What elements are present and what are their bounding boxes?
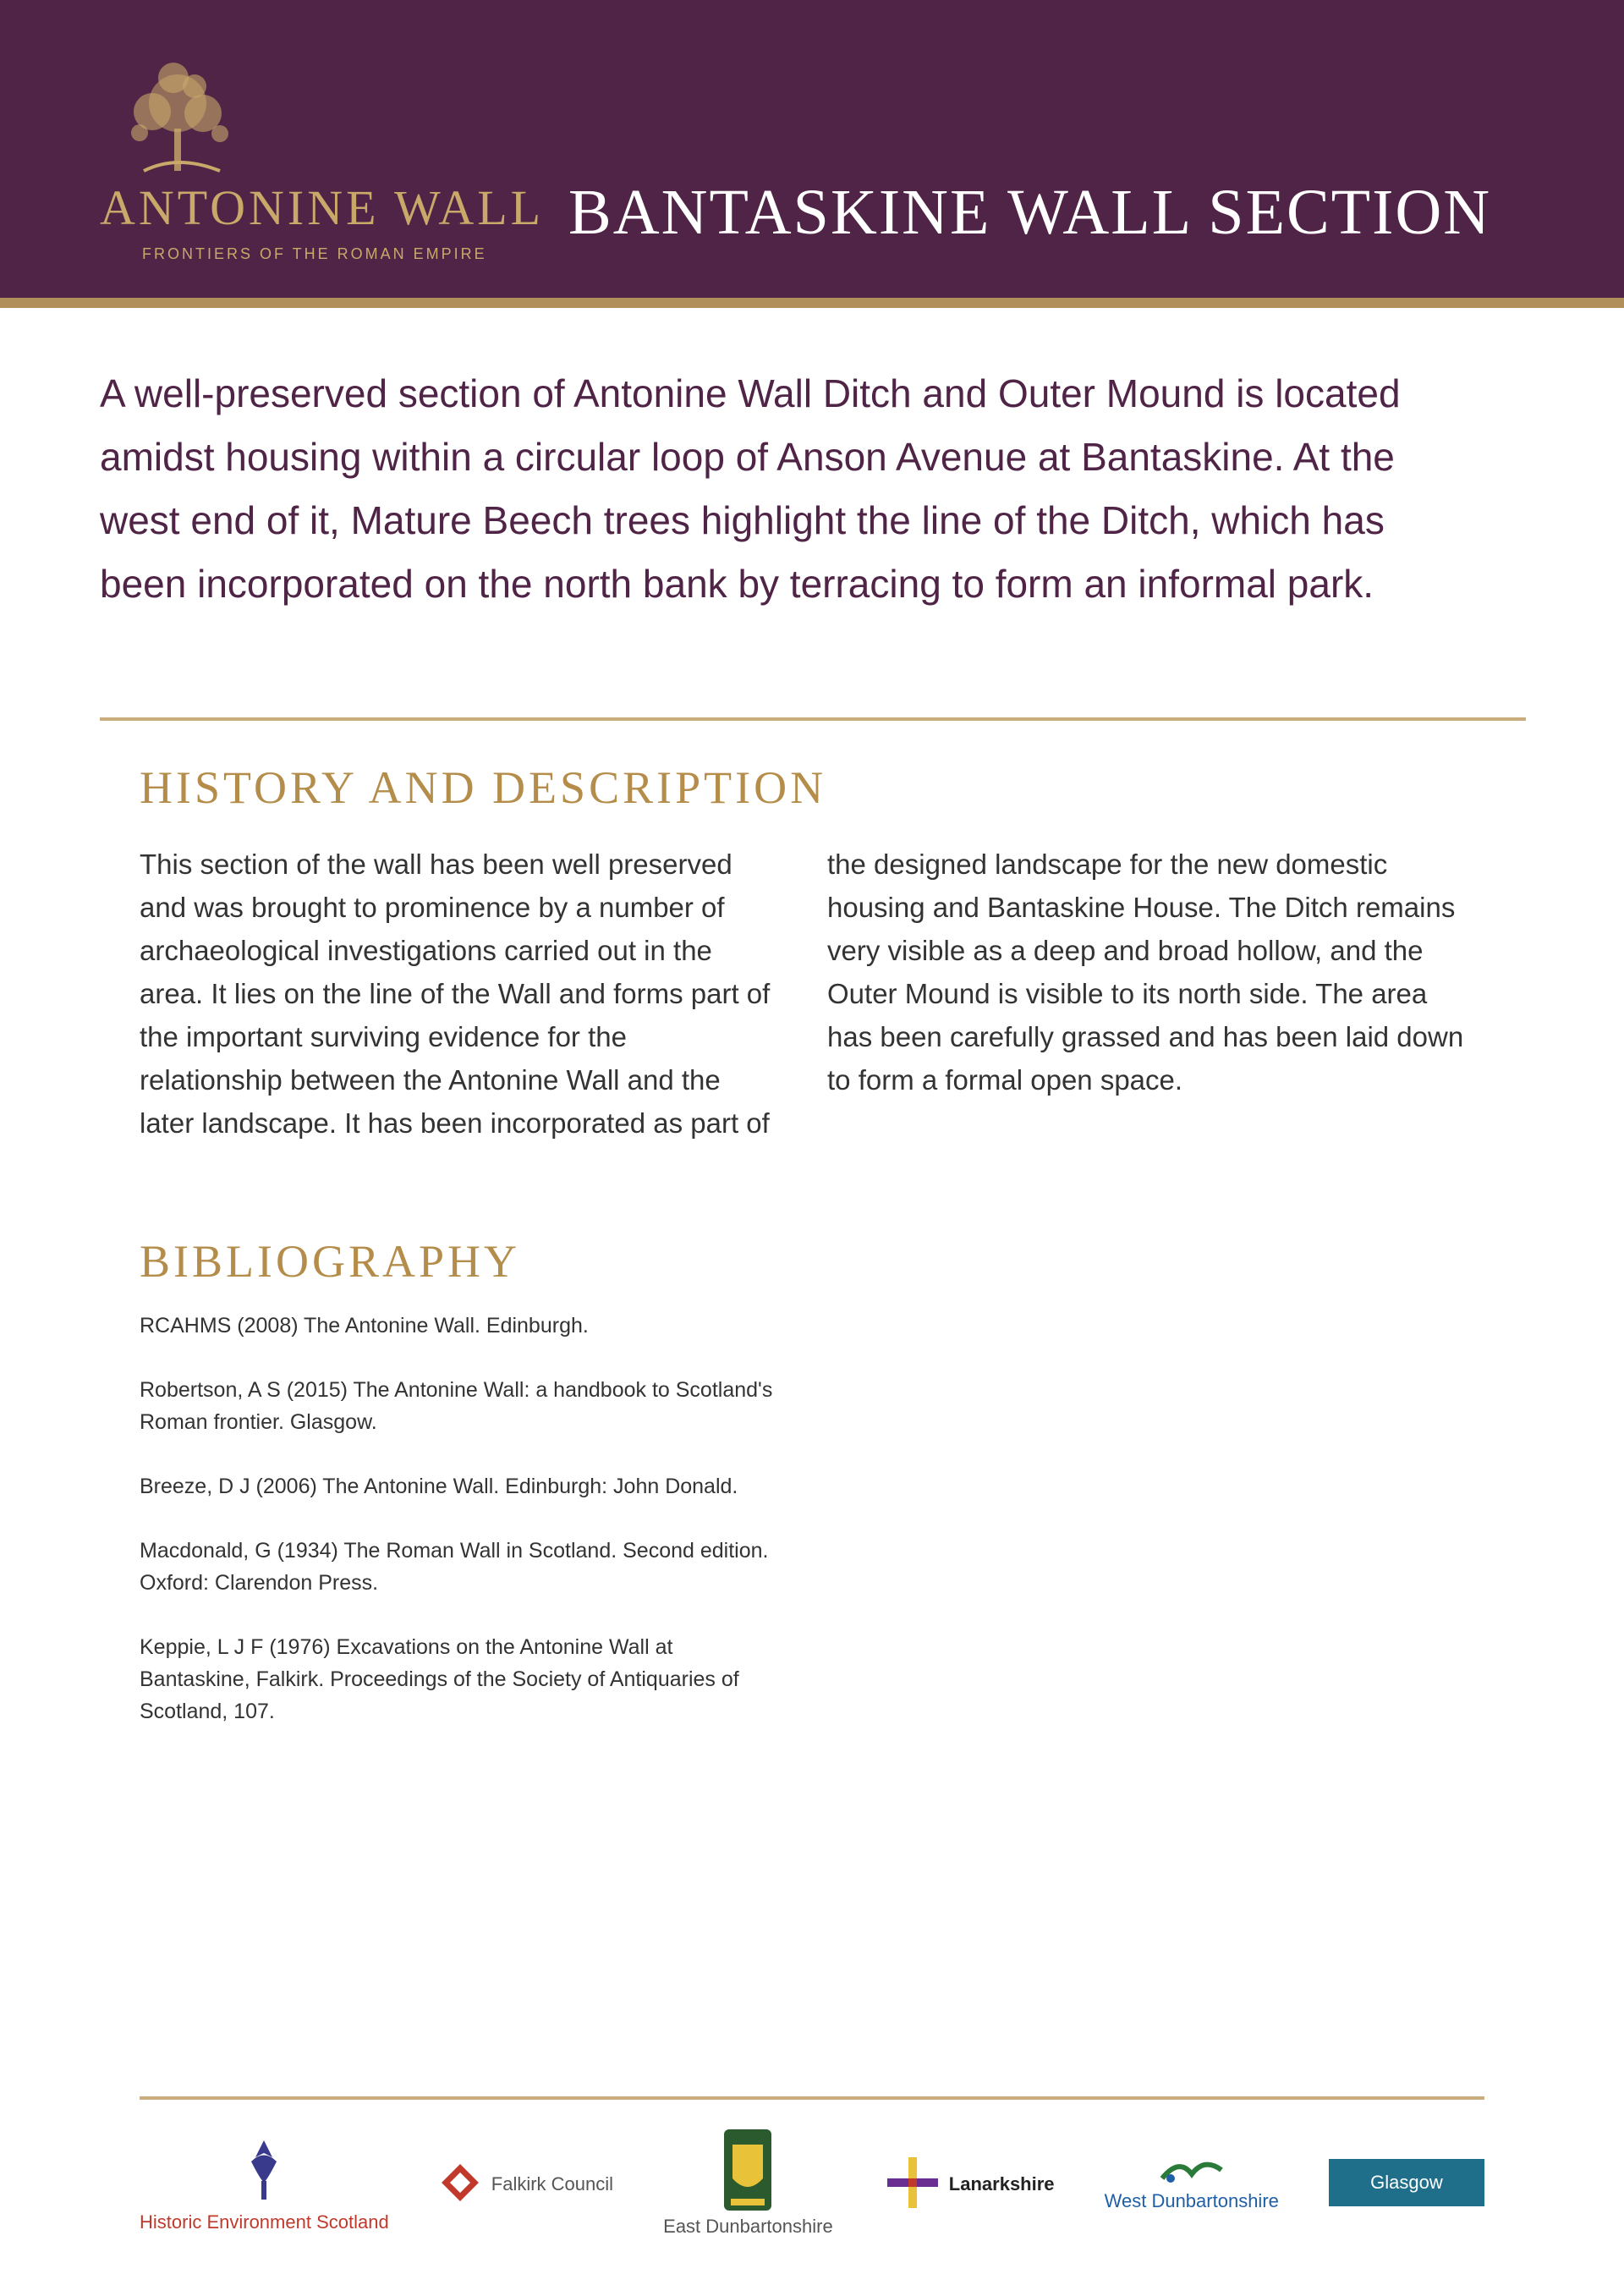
history-heading: HISTORY AND DESCRIPTION <box>140 762 827 813</box>
partner-historic-environment-scotland <box>140 2119 389 2246</box>
page-title: BANTASKINE WALL SECTION <box>568 177 1492 248</box>
partner-label: East Dunbartonshire <box>663 2216 833 2237</box>
antonine-wall-logo <box>93 52 545 272</box>
partner-label: West Dunbartonshire <box>1104 2190 1279 2211</box>
section-divider <box>100 717 1526 721</box>
logo-tagline: FRONTIERS OF THE ROMAN EMPIRE <box>142 245 487 262</box>
bibliography-entry: Breeze, D J (2006) The Antonine Wall. Edinburgh: John Donald. <box>140 1475 738 1498</box>
history-body: This section of the wall has been well preserved and was brought to prominence by a number of archaeological investigations carried out in the area. It lies on the line of the Wall and forms part of the important surviving evidence for the relationship between the Antonine Wall and the later landscape. It has been incorporated as part of the designed landscape for the new domestic housing and Bantaskine House. The Ditch remains very visible as a deep and broad hollow, and the Outer Mound is visible to its north side. The area has been carefully grassed and has been laid down to form a formal open space. <box>140 849 1464 1139</box>
header-divider <box>0 298 1624 308</box>
bibliography-entry: Robertson, A S (2015) The Antonine Wall: a handbook to Scotland's Roman frontier. Glasgow. <box>140 1378 773 1434</box>
partner-label: Historic Environment Scotland <box>140 2211 389 2233</box>
bibliography-list <box>140 1310 782 1760</box>
bibliography-entry: RCAHMS (2008) The Antonine Wall. Edinburgh. <box>140 1314 589 1338</box>
partner-label: Falkirk Council <box>491 2173 614 2194</box>
partner-glasgow <box>1329 2119 1484 2246</box>
bibliography-heading: BIBLIOGRAPHY <box>140 1236 521 1287</box>
partner-west-dunbartonshire <box>1105 2119 1279 2246</box>
bibliography-entry: Keppie, L J F (1976) Excavations on the Antonine Wall at Bantaskine, Falkirk. Proceedings of the Society of Antiquaries of Scotland, 107. <box>140 1635 739 1723</box>
page-header <box>0 0 1624 298</box>
partner-label: Lanarkshire <box>948 2173 1055 2194</box>
logo-name: ANTONINE WALL <box>100 180 545 235</box>
intro-paragraph: A well-preserved section of Antonine Wall Ditch and Outer Mound is located amidst housing within a circular loop of Anson Avenue at Bantaskine. At the west end of it, Mature Beech trees highlight the line of the Ditch, which has been incorporated on the north bank by terracing to form an informal park. <box>100 371 1401 606</box>
crest-logo-icon <box>722 2128 773 2212</box>
thistle-logo-icon <box>234 2132 294 2208</box>
bibliography-entry: Macdonald, G (1934) The Roman Wall in Scotland. Second edition. Oxford: Clarendon Press. <box>140 1539 769 1595</box>
partner-east-dunbartonshire <box>663 2119 833 2246</box>
footer-divider <box>140 2096 1484 2100</box>
partner-label: Glasgow <box>1370 2172 1443 2193</box>
north-lanarkshire-logo-icon <box>883 2153 942 2212</box>
partner-lanarkshire <box>883 2119 1055 2246</box>
falkirk-council-logo-icon <box>439 2161 481 2204</box>
partner-logos <box>140 2115 1484 2250</box>
west-dunbartonshire-logo-icon <box>1158 2153 1226 2187</box>
glasgow-logo-icon <box>1329 2159 1484 2206</box>
tree-logo-icon <box>93 52 279 179</box>
partner-falkirk-council <box>439 2119 613 2246</box>
